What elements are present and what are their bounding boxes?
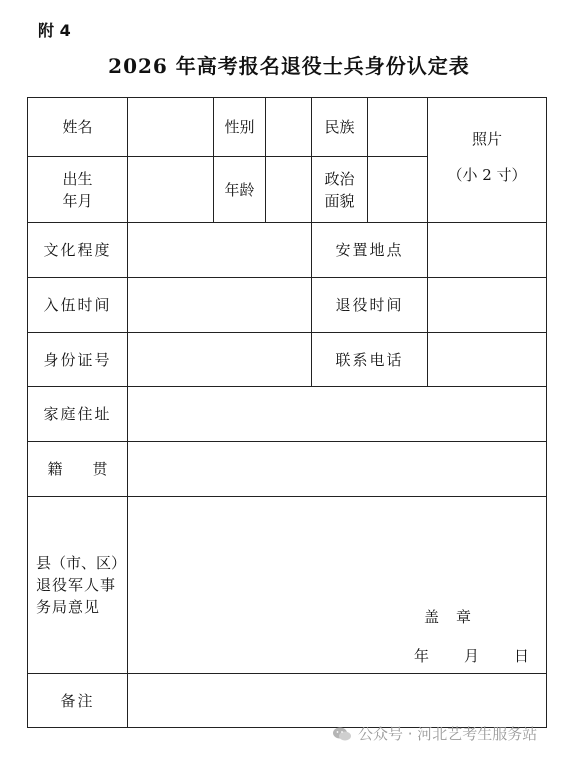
age-label: 年龄 xyxy=(224,180,255,199)
seal-label: 盖 章 xyxy=(424,608,473,626)
gender-field[interactable] xyxy=(266,98,311,156)
opinion-label: 县（市、区） 退役军人事 务局意见 xyxy=(36,554,127,616)
enlist-time-field[interactable] xyxy=(128,278,311,332)
education-label: 文化程度 xyxy=(43,241,112,259)
wechat-icon xyxy=(332,726,352,742)
birth-label: 出生 年月 xyxy=(62,169,93,210)
discharge-time-field[interactable] xyxy=(428,278,546,332)
watermark xyxy=(332,723,537,744)
ethnicity-field[interactable] xyxy=(368,98,427,156)
address-field[interactable] xyxy=(128,387,546,441)
id-number-label: 身份证号 xyxy=(43,350,112,369)
annex-label: 附 4 xyxy=(38,21,71,40)
discharge-time-label: 退役时间 xyxy=(335,296,404,314)
age-field[interactable] xyxy=(266,157,311,222)
watermark-text: 公众号 · 河北艺考生服务站 xyxy=(358,725,538,743)
form-title: 2026 年高考报名退役士兵身份认定表 xyxy=(108,54,470,78)
political-status-field[interactable] xyxy=(368,157,427,222)
opinion-field[interactable] xyxy=(128,497,546,673)
remarks-label: 备注 xyxy=(60,691,95,710)
id-number-field[interactable] xyxy=(128,333,311,386)
name-label: 姓名 xyxy=(62,118,93,136)
placement-label: 安置地点 xyxy=(335,241,404,259)
native-place-label: 籍 贯 xyxy=(47,460,108,478)
date-month-label: 月 xyxy=(464,647,481,665)
photo-label: 照片 xyxy=(471,130,502,148)
enlist-time-label: 入伍时间 xyxy=(43,296,112,314)
phone-field[interactable] xyxy=(428,333,546,386)
photo-size-label: （小 2 寸） xyxy=(447,166,527,184)
date-year-label: 年 xyxy=(414,647,431,665)
education-field[interactable] xyxy=(128,223,311,277)
birth-field[interactable] xyxy=(128,157,213,222)
date-day-label: 日 xyxy=(514,647,531,665)
ethnicity-label: 民族 xyxy=(324,118,355,136)
photo-box[interactable] xyxy=(428,98,546,222)
native-place-field[interactable] xyxy=(128,442,546,496)
gender-label: 性别 xyxy=(224,118,255,136)
phone-label: 联系电话 xyxy=(335,350,404,369)
placement-field[interactable] xyxy=(428,223,546,277)
political-status-label: 政治 面貌 xyxy=(324,169,355,210)
address-label: 家庭住址 xyxy=(43,405,112,423)
name-field[interactable] xyxy=(128,98,213,156)
remarks-field[interactable] xyxy=(128,674,546,727)
grid-line xyxy=(546,97,547,728)
